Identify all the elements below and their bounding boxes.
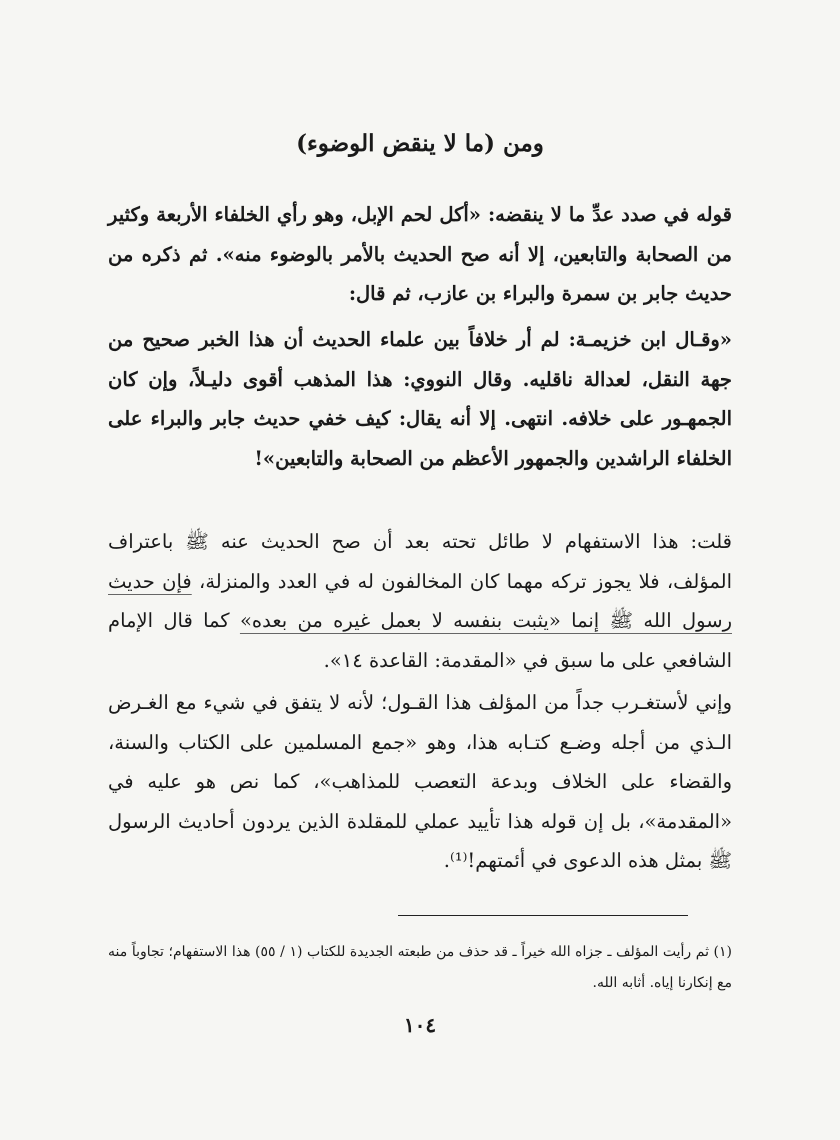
response-text-start: قلت: هذا الاستفهام لا طائل تحته بعد أن صح الحديث عنه ﷺ باعتراف المؤلف، فلا يجوز تركه مهما كان المخالفون له في العدد والمنزلة، xyxy=(108,530,732,593)
underlined-hadith-quote: فإن حديث رسول الله ﷺ إنما «يثبت بنفسه لا بعمل غيره من بعده» xyxy=(108,569,732,632)
section-heading: ومن (ما لا ينقض الوضوء) xyxy=(296,130,544,157)
footnote: (١) ثم رأيت المؤلف ـ جزاه الله خيراً ـ قد حذف من طبعته الجديدة للكتاب (١ / ٥٥) هذا الاستفهام؛ تجاوباً منه مع إنكارنا إياه. أثابه الله. xyxy=(108,944,733,991)
response-text-end: كما قال الإمام الشافعي على ما سبق في «المقدمة: القاعدة ١٤». xyxy=(108,609,732,672)
footnote-divider xyxy=(398,915,688,916)
paragraph-response xyxy=(108,522,732,680)
paragraph-quote-author: قوله في صدد عدِّ ما لا ينقضه: «أكل لحم الإبل، وهو رأي الخلفاء الأربعة وكثير من الصحابة والتابعين، إلا أنه صح الحديث بالأمر بالوضوء منه». ثم ذكره من حديث جابر بن سمرة والبراء بن عازب، ثم قال: xyxy=(108,203,732,305)
paragraph-critique: وإني لأستغـرب جداً من المؤلف هذا القـول؛ لأنه لا يتفق في شيء مع الغـرض الـذي من أجله وضـع كتـابه هذا، وهو «جمع المسلمين على الكتاب والسنة، والقضاء على الخلاف وبدعة التعصب للمذاهب»، كما نص هو عليه في «المقدمة»، بل إن قوله هذا تأييد عملي للمقلدة الذين يردون أحاديث الرسول ﷺ بمثل هذه الدعوى في أئمتهم!⁽¹⁾. xyxy=(108,691,732,872)
page-number: ١٠٤ xyxy=(403,1013,437,1037)
paragraph-quote-ibn-khuzaymah: «وقـال ابن خزيمـة: لم أر خلافاً بين علماء الحديث أن هذا الخبر صحيح من جهة النقل، لعدالة ناقليه. وقال النووي: هذا المذهب أقوى دليـلاً، وإن كان الجمهـور على خلافه. انتهى. إلا أنه يقال: كيف خفي حديث جابر والبراء على الخلفاء الراشدين والجمهور الأعظم من الصحابة والتابعين»! xyxy=(108,328,732,470)
